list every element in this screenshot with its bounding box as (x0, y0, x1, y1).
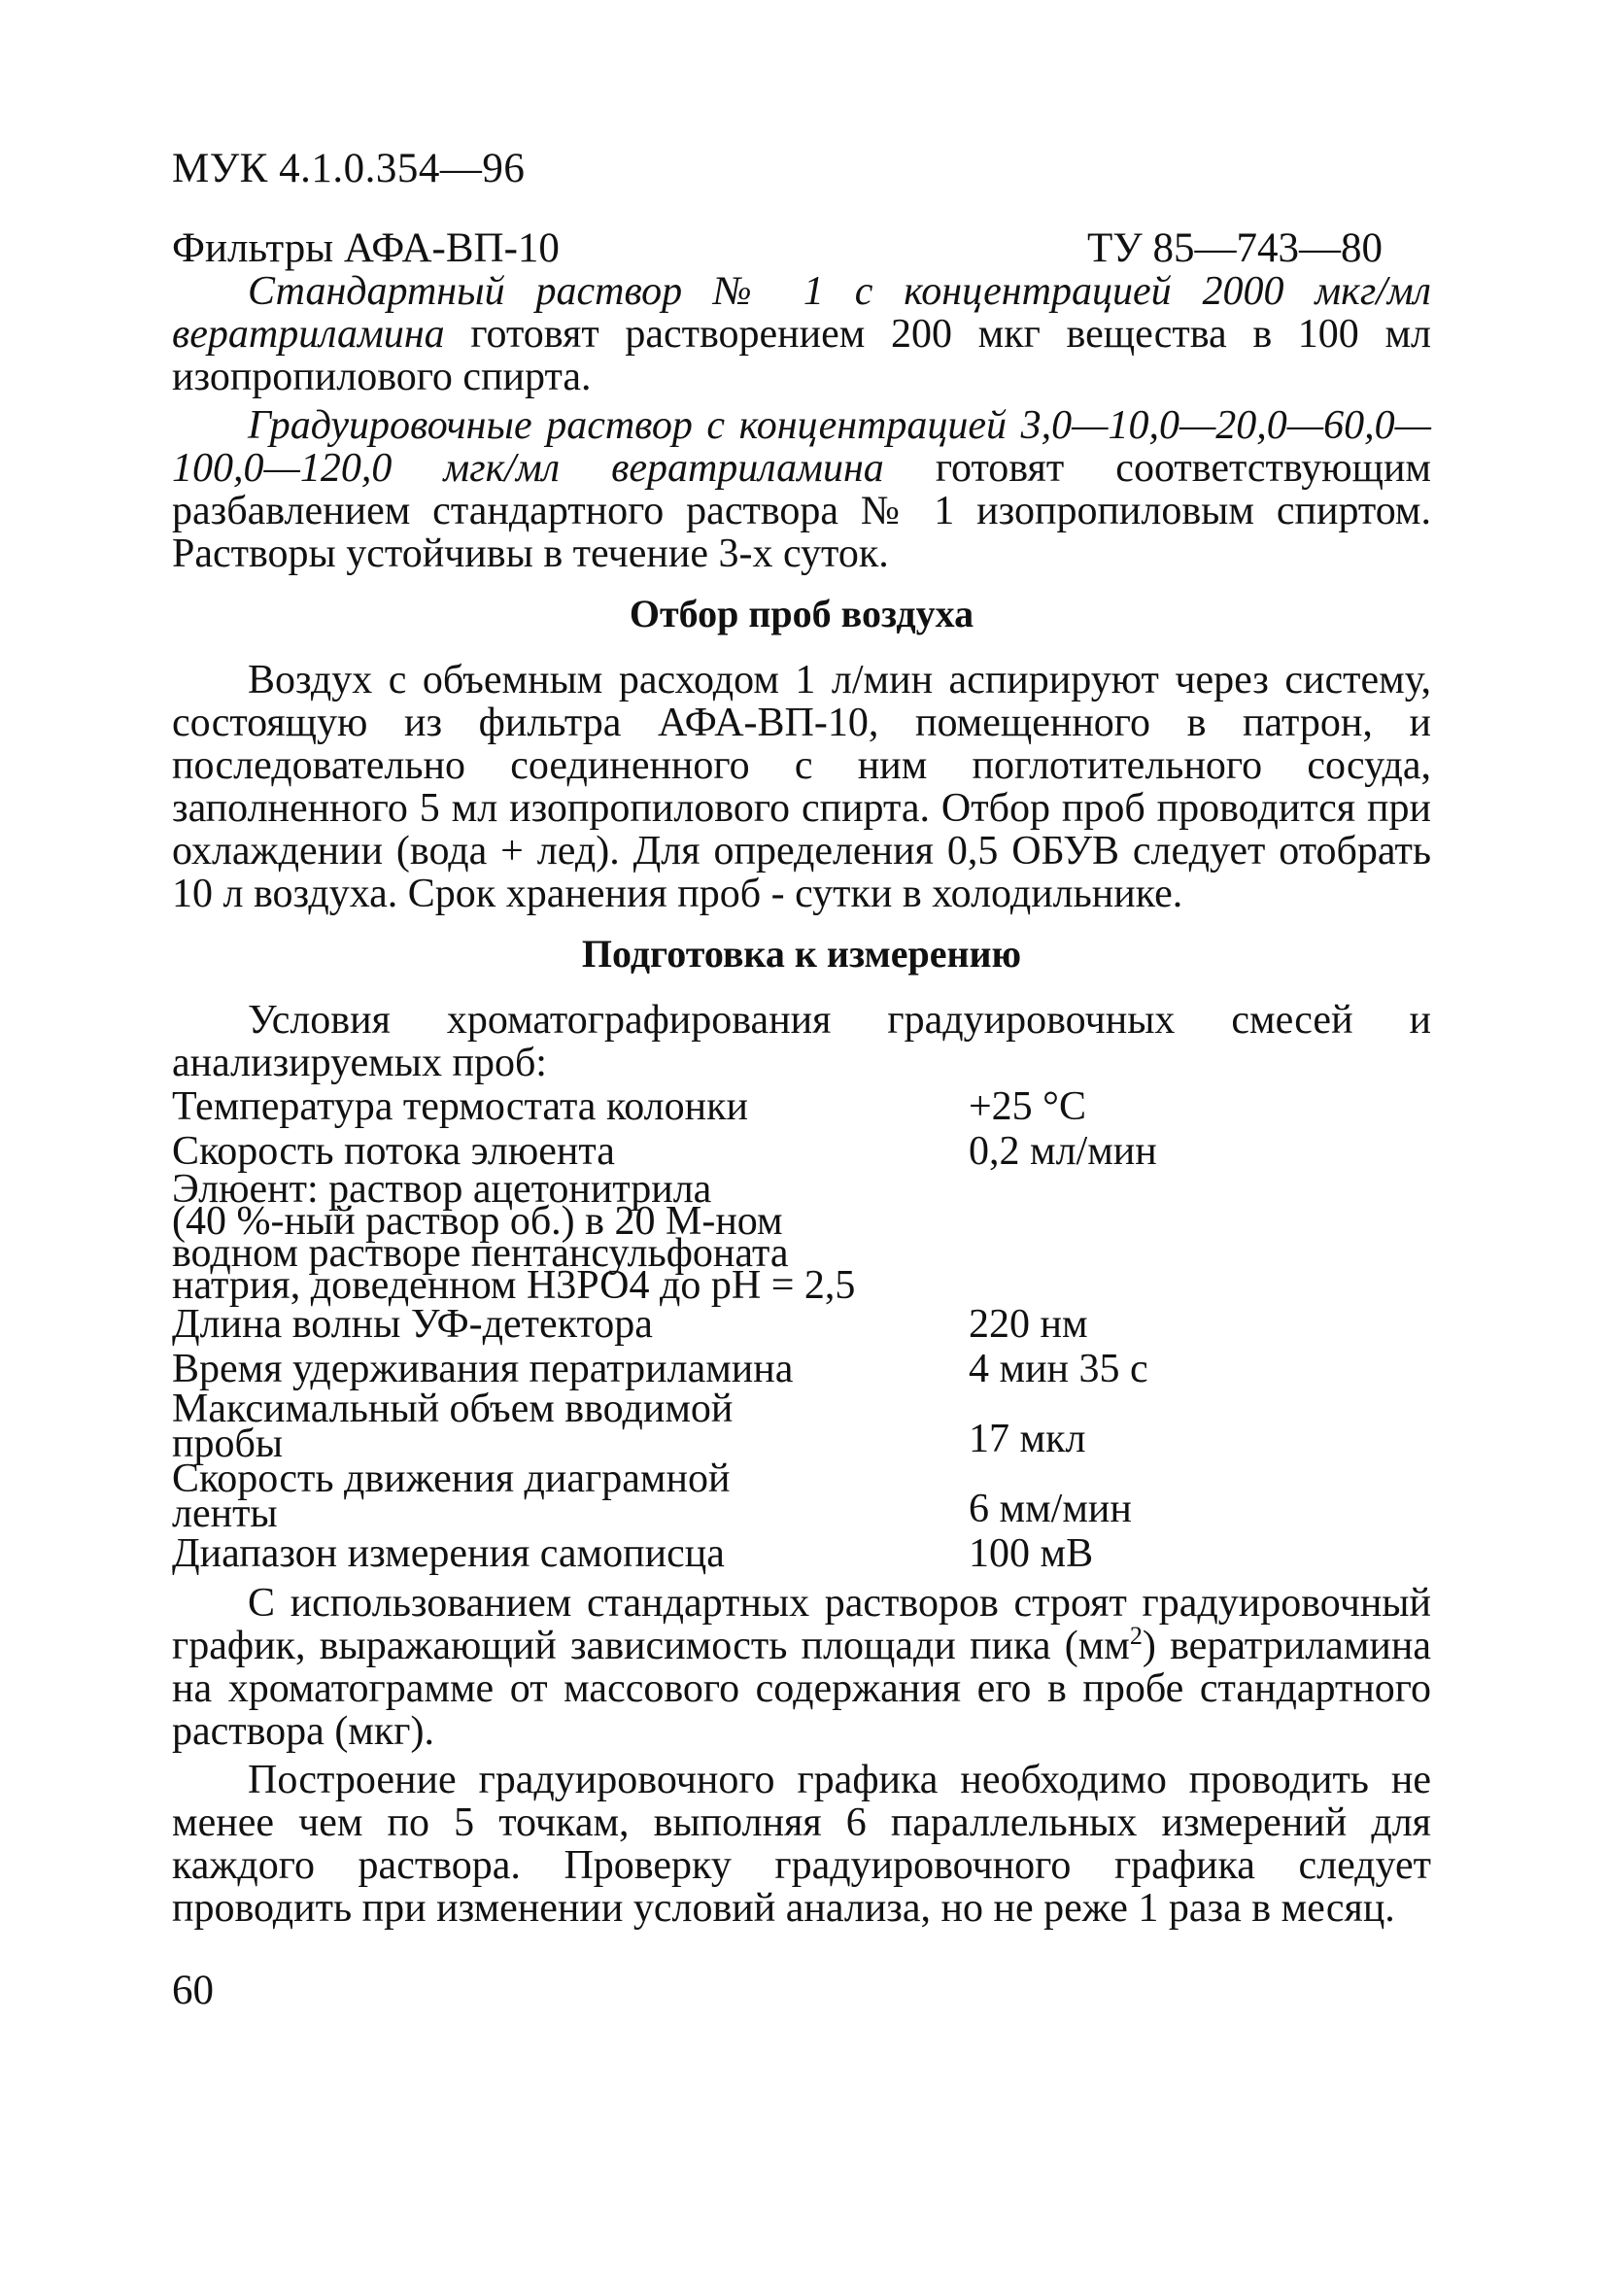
sampling-heading: Отбор проб воздуха (629, 592, 974, 635)
condition-value: 0,2 мл/мин (969, 1129, 1157, 1174)
document-page (172, 146, 1431, 2014)
eluent-line: водном растворе пентансульфоната (172, 1231, 789, 1276)
eluent-label (172, 1167, 1431, 1308)
condition-row (172, 1531, 1431, 1576)
conditions-table (172, 1084, 1431, 1576)
calibration-italic: Градуировочные раствор с концентрацией 3,0—10,0—20,0—60,0—100,0—120,0 мгк/мл вератриламина (172, 403, 1431, 491)
conditions-intro: Условия хроматографирования градуировочных смесей и анализируемых проб: (172, 998, 1431, 1085)
eluent-line: (40 %-ный раствор об.) в 20 М-ном (172, 1199, 783, 1244)
eluent-line: натрия, доведенном Н3РО4 до рН = 2,5 (172, 1263, 856, 1308)
preparation-heading: Подготовка к измерению (581, 932, 1022, 976)
condition-label (172, 1456, 969, 1536)
graph-text-before: С использованием стандартных растворов строят градуировочный график, выражающий зависимость площади пика (мм (172, 1581, 1431, 1668)
condition-row (172, 1084, 1431, 1129)
condition-row-eluent (172, 1174, 1431, 1302)
calibration-graph-paragraph (172, 1582, 1431, 1753)
condition-label: Время удерживания ператриламина (172, 1347, 794, 1391)
condition-value: 100 мВ (969, 1531, 1094, 1576)
label-line: пробы (172, 1422, 284, 1466)
filter-line (172, 226, 1431, 270)
condition-label: Температура термостата колонки (172, 1084, 748, 1129)
condition-value: 17 мкл (969, 1417, 1086, 1461)
condition-label: Длина волны УФ-детектора (172, 1302, 653, 1347)
document-code: МУК 4.1.0.354—96 (172, 146, 526, 191)
standard-solution-italic: Стандартный раствор № 1 с концентрацией 2000 мкг/мл вератриламина (172, 269, 1431, 357)
graph-text-after: ) вератриламина на хроматограмме от массового содержания его в пробе стандартного раствора (мкг). (172, 1624, 1431, 1754)
filter-name: Фильтры АФА-ВП-10 (172, 225, 560, 271)
calibration-solution-paragraph (172, 404, 1431, 575)
eluent-line: Элюент: раствор ацетонитрила (172, 1167, 712, 1212)
label-line: Максимальный объем вводимой (172, 1387, 734, 1431)
condition-value: 6 мм/мин (969, 1487, 1132, 1531)
standard-solution-text: готовят растворением 200 мкг вещества в 100 мл изопропилового спирта. (172, 312, 1431, 399)
condition-label: Диапазон измерения самописца (172, 1531, 725, 1576)
page-number: 60 (172, 1968, 214, 2013)
label-line: Скорость движения диаграмной (172, 1456, 731, 1501)
condition-row (172, 1461, 1431, 1531)
graph-build-paragraph: Построение градуировочного графика необходимо проводить не менее чем по 5 точкам, выполняя 6 параллельных измерений для каждого раствора. Проверку градуировочного графика следует проводить при изменении условий анализа, но не реже 1 раза в месяц. (172, 1758, 1431, 1931)
condition-value: +25 °С (969, 1084, 1086, 1129)
condition-value: 220 нм (969, 1302, 1088, 1347)
calibration-text: готовят соответствующим разбавлением стандартного раствора № 1 изопропиловым спиртом. Растворы устойчивы в течение 3-х суток. (172, 446, 1431, 576)
sampling-paragraph: Воздух с объемным расходом 1 л/мин аспирируют через систему, состоящую из фильтра АФА-ВП-10, помещенного в патрон, и последовательно соединенного с ним поглотительного сосуда, заполненного 5 мл изопропилового спирта. Отбор проб проводится при охлаждении (вода + лед). Для определения 0,5 ОБУВ следует отобрать 10 л воздуха. Срок хранения проб - сутки в холодильнике. (172, 658, 1431, 916)
condition-value: 4 мин 35 с (969, 1347, 1148, 1391)
graph-text-superscript: 2 (1129, 1622, 1143, 1650)
condition-row (172, 1391, 1431, 1461)
condition-row (172, 1302, 1431, 1347)
label-line: ленты (172, 1491, 278, 1536)
condition-row (172, 1347, 1431, 1391)
standard-solution-paragraph (172, 270, 1431, 398)
condition-label: Скорость потока элюента (172, 1129, 615, 1174)
filter-spec: ТУ 85—743—80 (1087, 225, 1383, 271)
condition-label (172, 1387, 969, 1466)
